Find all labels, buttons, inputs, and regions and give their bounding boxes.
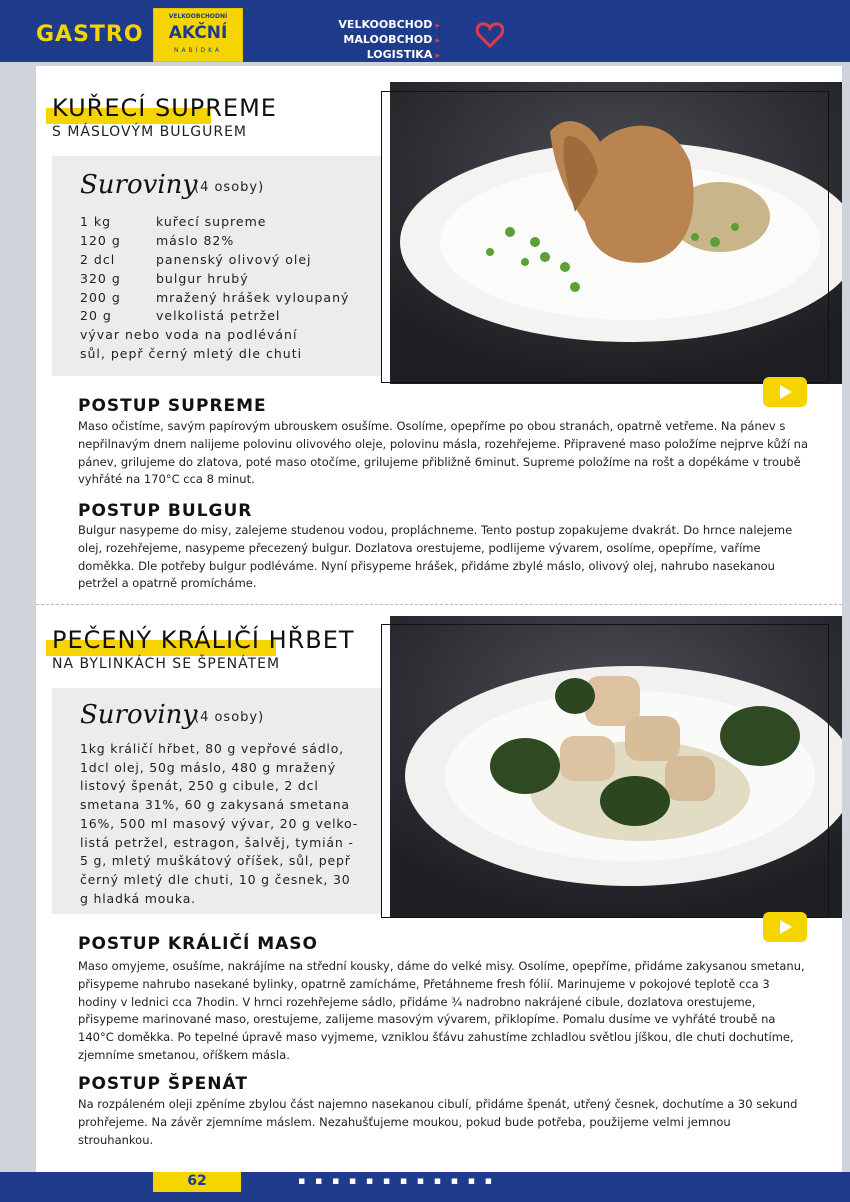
step-text: Bulgur nasypeme do misy, zalejeme studenou vodou, propláchneme. Tento postup zopakujeme dvakrát. Do hrnce nalejeme olej, rozehřejeme, nasypeme přecezený bulgur. Dozlatova orestujeme, podlijeme vývarem, osolíme, opepříme, vaříme doměkka. Dle potřeby bulgur podléváme. Nyní přisypeme hrášek, přidáme zbylé máslo, olivový olej, nahrubo nasekanou petržel a opatrně promícháme. xyxy=(78,523,793,591)
ingredient-qty: 1 kg xyxy=(80,214,112,229)
recipe1-subtitle: S MÁSLOVÝM BULGUREM xyxy=(52,124,248,140)
category-icon: ▪ xyxy=(450,1174,462,1187)
step-title: POSTUP ŠPENÁT xyxy=(78,1074,248,1094)
akcni-top-label: VELKOOBCHODNÍ xyxy=(168,13,228,20)
ingredient-qty: 200 g xyxy=(80,290,121,305)
category-icon: ▪ xyxy=(331,1174,343,1187)
ingredient-line: černý mletý dle chuti, 10 g česnek, 30 xyxy=(80,871,351,887)
service-velkoobchod: VELKOOBCHOD ▸ xyxy=(338,18,440,33)
ingredients-heading: Suroviny xyxy=(80,700,198,730)
servings-label: (4 osoby) xyxy=(194,180,265,195)
category-icon: ▪ xyxy=(467,1174,479,1187)
akcni-main-label: AKČNÍ xyxy=(168,23,228,43)
step-text: Maso očistíme, savým papírovým ubrouskem osušíme. Osolíme, opepříme po obou stranách, opatrně vetřeme. Na pánev s nepřilnavým dnem nalijeme polovinu olivového oleje, polovinu másla, rozehřejeme. Připravené maso položíme nejprve kůží na pánev, grilujeme do zlatova, poté maso otočíme, grilujeme přibližně 6minut. Supreme položíme na rošt a dopékáme v troubě vyhřáté na 170°C cca 8 minut. xyxy=(78,419,809,487)
ingredient-line: 5 g, mletý muškátový oříšek, sůl, pepř xyxy=(80,853,351,869)
category-icon: ▪ xyxy=(348,1174,360,1187)
services-list xyxy=(338,18,440,63)
ingredient-name: panenský olivový olej xyxy=(156,252,312,267)
akcni-bottom-label: NABÍDKA xyxy=(173,47,223,54)
category-icon: ▪ xyxy=(433,1174,445,1187)
recipe2-title: PEČENÝ KRÁLIČÍ HŘBET xyxy=(52,626,355,654)
category-icon: ▪ xyxy=(399,1174,411,1187)
category-icons-strip xyxy=(298,1174,495,1187)
photo-frame xyxy=(381,624,829,918)
video-play-button[interactable] xyxy=(763,912,807,942)
category-icon: ▪ xyxy=(484,1174,496,1187)
category-icon: ▪ xyxy=(365,1174,377,1187)
ingredient-name: mražený hrášek vyloupaný xyxy=(156,290,350,305)
ingredient-line: 16%, 500 ml masový vývar, 20 g velko- xyxy=(80,815,359,831)
category-icon: ▪ xyxy=(416,1174,428,1187)
ingredient-name: kuřecí supreme xyxy=(156,214,267,229)
step-title: POSTUP KRÁLIČÍ MASO xyxy=(78,934,318,954)
anniversary-logo: 25 xyxy=(502,18,547,56)
ingredient-line: g hladká mouka. xyxy=(80,890,196,906)
ingredient-qty: 2 dcl xyxy=(80,252,116,267)
category-icon: ▪ xyxy=(382,1174,394,1187)
recipe2-subtitle: NA BYLINKÁCH SE ŠPENÁTEM xyxy=(52,656,281,672)
ingredients-heading: Suroviny xyxy=(80,170,198,200)
brand-gastro: GASTRO xyxy=(36,22,144,47)
ingredients-paragraph xyxy=(80,740,380,908)
page-number-badge xyxy=(153,1172,241,1192)
ingredient-qty: 20 g xyxy=(80,308,112,323)
ingredient-name: bulgur hrubý xyxy=(156,271,249,286)
servings-label: (4 osoby) xyxy=(194,710,265,725)
step-title: POSTUP SUPREME xyxy=(78,396,267,416)
page-number: 62 xyxy=(187,1173,207,1189)
category-icon: ▪ xyxy=(314,1174,326,1187)
ingredient-extra: sůl, pepř černý mletý dle chuti xyxy=(80,346,303,361)
ingredient-line: listá petržel, estragon, šalvěj, tymián - xyxy=(80,834,354,850)
heart-logo-icon xyxy=(476,22,504,48)
video-play-button[interactable] xyxy=(763,377,807,407)
recipe1-title: KUŘECÍ SUPREME xyxy=(52,94,277,122)
step-title: POSTUP BULGUR xyxy=(78,501,253,521)
ingredient-extra: vývar nebo voda na podlévání xyxy=(80,327,298,342)
step-text: Maso omyjeme, osušíme, nakrájíme na střední kousky, dáme do velké misy. Osolíme, opepříme, přidáme zakysanou smetanu, přisypeme nahrubo nasekané bylinky, opatrně zamícháme, Přetáhneme fresh fólií. Marinujeme v pokojové teplotě cca 3 hodiny v lednici cca 7hodin. V hrnci rozehřejeme sádlo, přidáme ¾ nadrobno nakrájené cibule, dozlatova orestujeme, přisypeme marinované maso, orestujeme, zalijeme masovým vývarem, přiklopíme. Pomalu dusíme ve vyhřáté troubě na 140°C doměkka. Po tepelné úpravě maso vyjmeme, vzniklou šťávu zahustíme zchladlou světlou jíškou, dle chuti dochutíme, zjemníme smetanou, oříškem másla. xyxy=(78,959,805,1062)
category-icon: ▪ xyxy=(298,1174,309,1187)
ingredient-name: velkolistá petržel xyxy=(156,308,281,323)
service-logistika: LOGISTIKA ▸ xyxy=(338,48,440,63)
photo-frame xyxy=(381,91,829,383)
ingredient-name: máslo 82% xyxy=(156,233,235,248)
section-divider xyxy=(36,604,842,605)
recipe2-ingredients-box xyxy=(52,688,382,914)
akcni-nabidka-badge xyxy=(153,8,243,62)
ingredient-line: 1kg králičí hřbet, 80 g vepřové sádlo, xyxy=(80,741,344,756)
ingredient-qty: 120 g xyxy=(80,233,121,248)
ingredient-line: 1dcl olej, 50g máslo, 480 g mražený xyxy=(80,759,336,775)
recipe1-ingredients-box xyxy=(52,156,382,376)
ingredient-line: smetana 31%, 60 g zakysaná smetana xyxy=(80,797,350,813)
top-header-bar xyxy=(0,0,850,62)
step-text: Na rozpáleném oleji zpěníme zbylou část najemno nasekanou cibulí, přidáme špenát, utřený česnek, dochutíme a 30 sekund prohřejeme. Na závěr zjemníme máslem. Nezahušťujeme moukou, pokud bude potřeba, použijeme velmi jemnou strouhankou. xyxy=(78,1097,798,1147)
recipe-page xyxy=(36,66,842,1172)
ingredient-qty: 320 g xyxy=(80,271,121,286)
service-maloobchod: MALOOBCHOD ▸ xyxy=(338,33,440,48)
ingredient-line: listový špenát, 250 g cibule, 2 dcl xyxy=(80,778,319,794)
